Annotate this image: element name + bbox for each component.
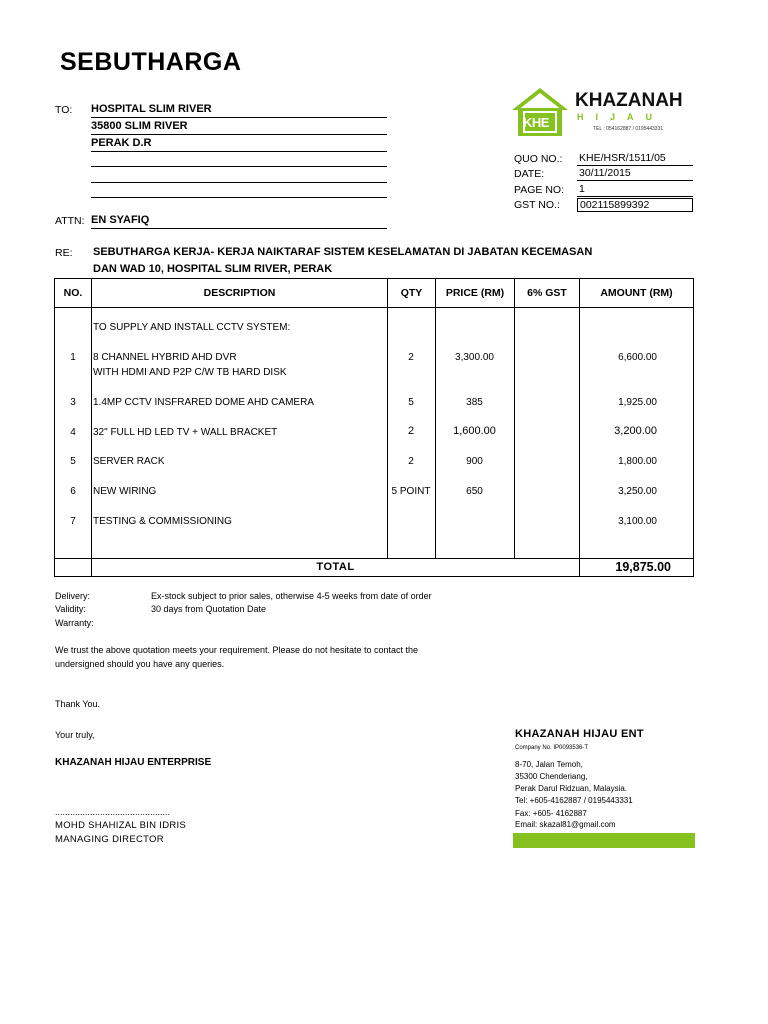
- closing-line-2: undersigned should you have any queries.: [55, 659, 225, 669]
- row-no: 4: [70, 427, 76, 438]
- date-value: 30/11/2015: [577, 167, 693, 181]
- row-price: 3,300.00: [455, 352, 494, 363]
- delivery-label: Delivery:: [55, 591, 91, 601]
- company-tel: Tel: +605-4162887 / 0195443331: [515, 796, 633, 805]
- delivery-value: Ex-stock subject to prior sales, otherwise 4-5 weeks from date of order: [151, 591, 432, 601]
- to-line-5: [91, 170, 387, 183]
- re-line-2: DAN WAD 10, HOSPITAL SLIM RIVER, PERAK: [93, 263, 333, 275]
- signatory-position: MANAGING DIRECTOR: [55, 834, 164, 845]
- company-fax: Fax: +605- 4162887: [515, 809, 587, 818]
- re-line-1: SEBUTHARGA KERJA- KERJA NAIKTARAF SISTEM KESELAMATAN DI JABATAN KECEMASAN: [93, 246, 593, 258]
- header-amount: AMOUNT (RM): [600, 287, 673, 299]
- col-divider: [387, 279, 388, 558]
- warranty-label: Warranty:: [55, 618, 94, 628]
- quotation-table: [54, 278, 694, 577]
- total-value: 19,875.00: [615, 560, 671, 574]
- validity-value: 30 days from Quotation Date: [151, 604, 267, 614]
- col-divider: [435, 279, 436, 558]
- logo-subtitle: HIJAU: [577, 112, 665, 122]
- to-label: TO:: [55, 104, 73, 116]
- logo-name: KHAZANAH: [575, 90, 683, 111]
- row-price: 900: [466, 456, 483, 467]
- signatory-name: MOHD SHAHIZAL BIN IDRIS: [55, 820, 187, 831]
- row-description: 8 CHANNEL HYBRID AHD DVR: [93, 352, 237, 363]
- page-no-label: PAGE NO:: [514, 184, 564, 196]
- house-logo-icon: [510, 86, 570, 138]
- row-qty: 2: [407, 425, 415, 437]
- logo-mark: KHE: [523, 115, 549, 130]
- row-description-line2: WITH HDMI AND P2P C/W TB HARD DISK: [93, 367, 287, 378]
- company-address-2: 35300 Chenderiang,: [515, 772, 588, 781]
- validity-label: Validity:: [55, 604, 86, 614]
- to-line-1: HOSPITAL SLIM RIVER: [91, 103, 387, 118]
- row-price: 1,600.00: [453, 425, 496, 437]
- company-block-name: KHAZANAH HIJAU ENT: [515, 728, 644, 740]
- row-no: 5: [70, 456, 76, 467]
- header-description: DESCRIPTION: [203, 287, 276, 299]
- row-description: 1.4MP CCTV INSFRARED DOME AHD CAMERA: [93, 397, 314, 408]
- row-amount: 3,250.00: [618, 486, 657, 497]
- thank-you: Thank You.: [55, 699, 101, 709]
- total-divider: [55, 558, 693, 559]
- row-qty: 5: [408, 397, 414, 408]
- company-address-3: Perak Darul Ridzuan, Malaysia.: [515, 784, 628, 793]
- row-amount: 1,925.00: [618, 397, 657, 408]
- table-intro: TO SUPPLY AND INSTALL CCTV SYSTEM:: [93, 322, 291, 333]
- row-amount: 3,200.00: [614, 425, 657, 437]
- row-no: 1: [70, 352, 76, 363]
- quo-no-label: QUO NO.:: [514, 153, 563, 165]
- header-price: PRICE (RM): [445, 287, 505, 299]
- company-email: Email: skazal81@gmail.com: [515, 820, 616, 829]
- row-description: TESTING & COMMISSIONING: [93, 516, 232, 527]
- to-line-4: [91, 154, 387, 167]
- quo-no-value: KHE/HSR/1511/05: [577, 152, 693, 166]
- row-amount: 6,600.00: [618, 352, 657, 363]
- attn-value: EN SYAFIQ: [91, 214, 387, 229]
- col-divider: [579, 279, 580, 576]
- header-qty: QTY: [400, 287, 423, 299]
- row-qty: 2: [408, 352, 414, 363]
- your-truly: Your truly,: [55, 730, 95, 740]
- row-description: SERVER RACK: [93, 456, 165, 467]
- company-reg-no: Company No. IP0093536-T: [515, 745, 589, 751]
- row-price: 385: [466, 397, 483, 408]
- header-gst: 6% GST: [527, 287, 567, 299]
- row-qty: 5 POINT: [391, 486, 431, 497]
- re-label: RE:: [55, 247, 73, 259]
- header-no: NO.: [63, 287, 83, 299]
- row-qty: 2: [408, 456, 414, 467]
- document-title: SEBUTHARGA: [60, 48, 242, 76]
- company-name-signature: KHAZANAH HIJAU ENTERPRISE: [55, 757, 212, 768]
- to-line-3: PERAK D.R: [91, 137, 387, 152]
- to-line-2: 35800 SLIM RIVER: [91, 120, 387, 135]
- header-divider: [55, 307, 693, 308]
- row-no: 6: [70, 486, 76, 497]
- date-label: DATE:: [514, 168, 545, 180]
- signature-dots: ..............................................: [55, 807, 171, 817]
- total-label: TOTAL: [316, 561, 355, 573]
- row-amount: 3,100.00: [618, 516, 657, 527]
- row-no: 7: [70, 516, 76, 527]
- company-address-1: 8-70, Jalan Temoh,: [515, 760, 583, 769]
- logo-tel: TEL : 054162887 / 0195443331: [593, 126, 664, 132]
- to-line-blank: [91, 185, 387, 198]
- row-amount: 1,800.00: [618, 456, 657, 467]
- gst-no-label: GST NO.:: [514, 199, 560, 211]
- green-footer-bar: [513, 833, 695, 848]
- page-no-value: 1: [577, 183, 693, 197]
- row-description: NEW WIRING: [93, 486, 157, 497]
- col-divider: [91, 279, 92, 576]
- attn-label: ATTN:: [55, 215, 85, 227]
- gst-no-value: 002115899392: [577, 198, 693, 212]
- closing-line-1: We trust the above quotation meets your requirement. Please do not hesitate to contact the: [55, 645, 419, 655]
- row-no: 3: [70, 397, 76, 408]
- row-price: 650: [466, 486, 483, 497]
- row-description: 32" FULL HD LED TV + WALL BRACKET: [93, 427, 278, 438]
- col-divider: [514, 279, 515, 558]
